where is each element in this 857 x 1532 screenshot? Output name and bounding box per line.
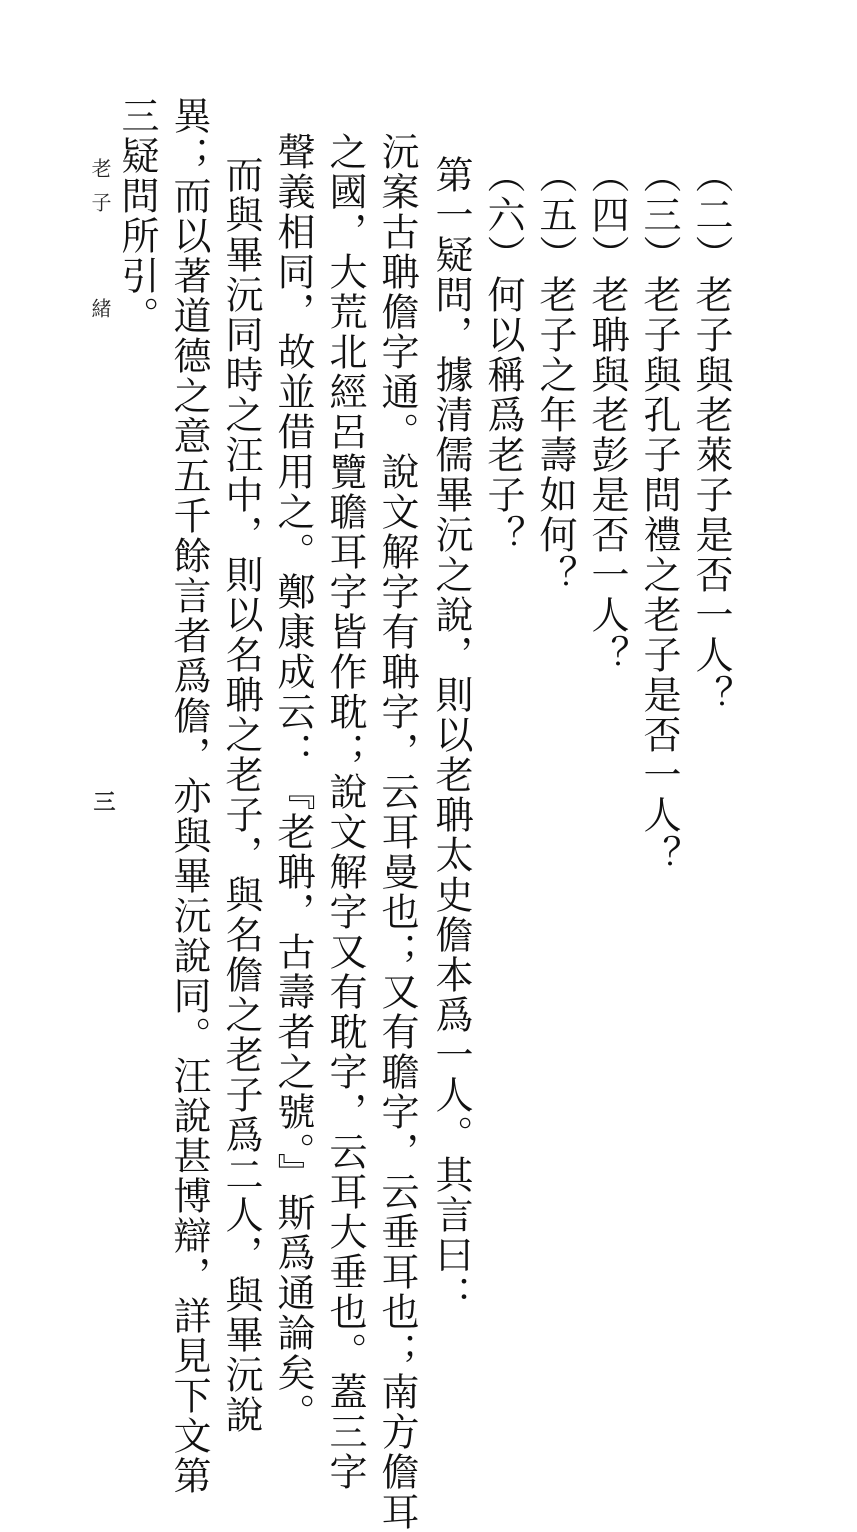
text-column-12: 三疑問所引。	[115, 96, 159, 336]
text-column-5: （六）何以稱爲老子？	[481, 155, 525, 555]
text-column-6: 第一疑問，據清儒畢沅之說，則以老聃太史儋本爲一人。其言曰：	[429, 155, 473, 1315]
text-column-8: 之國，大荒北經呂覽聸耳字皆作耽；說文解字又有耽字，云耳大垂也。蓋三字	[323, 132, 367, 1492]
text-column-3: （四）老聃與老彭是否一人？	[585, 155, 629, 675]
text-column-9: 聲義相同，故並借用之。鄭康成云：『老聃，古壽者之號。』斯爲通論矣。	[271, 132, 315, 1433]
running-header-suffix: 緒	[88, 298, 112, 332]
text-column-2: （三）老子與孔子問禮之老子是否一人？	[637, 155, 681, 875]
text-column-4: （五）老子之年壽如何？	[533, 155, 577, 595]
running-header: 老子	[88, 158, 112, 226]
text-column-11: 異；而以著道德之意五千餘言者爲儋，亦與畢沅說同。汪說甚博辯，詳見下文第	[167, 96, 211, 1496]
text-column-7: 沅案古聃儋字通。說文解字有聃字，云耳曼也；又有聸字，云垂耳也；南方儋耳	[375, 132, 419, 1532]
text-column-10: 而與畢沅同時之汪中，則以名聃之老子，與名儋之老子爲二人，與畢沅說	[219, 155, 263, 1435]
text-column-1: （二）老子與老萊子是否一人？	[689, 155, 733, 715]
page-number: 三	[90, 790, 116, 812]
